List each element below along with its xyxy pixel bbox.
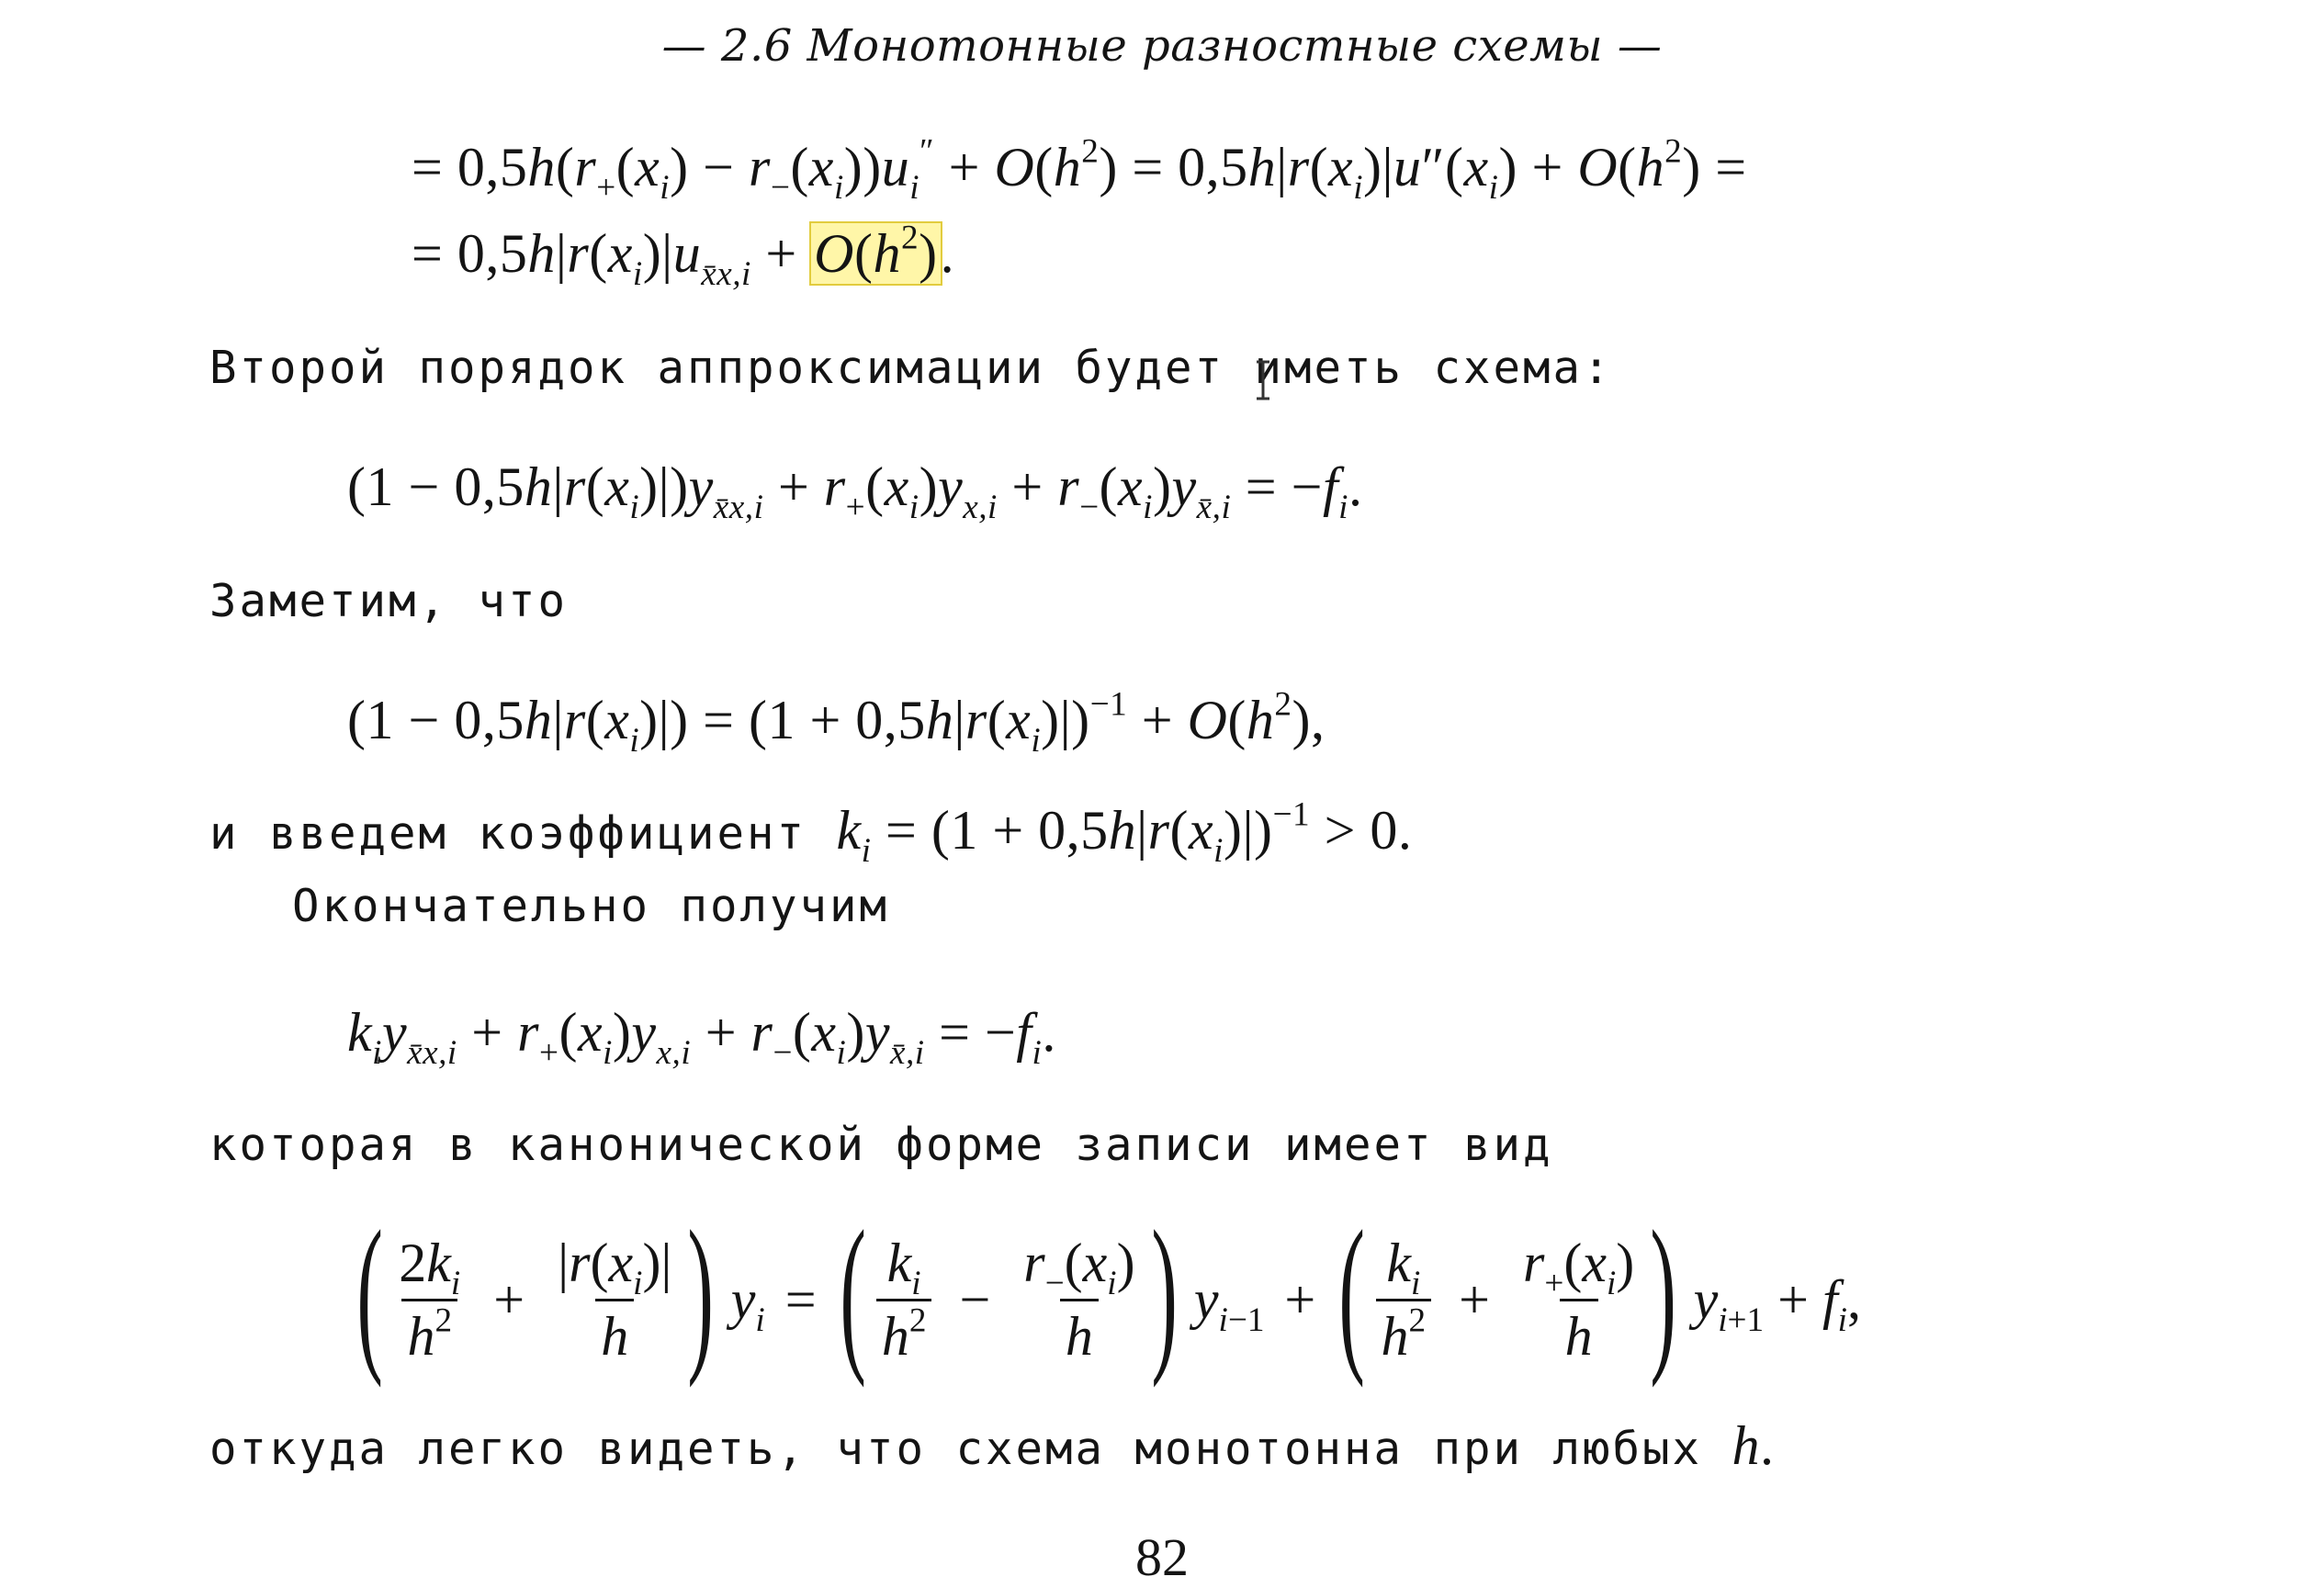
inline-coefficient-formula: $k_i = (1 + 0,5h|r(x_i)|)^{-1} > 0$. [836, 795, 1413, 871]
page-number: 82 [1135, 1527, 1189, 1587]
equation-scheme: $(1 - 0,5h|r(x_i)|)y_{x̄x,i} + r_+(x_i)y_{x,i} + r_-(x_i)y_{x̄,i} = -f_i$. [347, 456, 1363, 527]
paragraph-coefficient: и введем коэффициент $k_i = (1 + 0,5h|r(x_i)|)^{-1} > 0$. [209, 795, 1413, 871]
paragraph-canonical: которая в канонической форме записи имеет вид [209, 1119, 1553, 1171]
paragraph-note: Заметим, что [209, 575, 569, 627]
equation-remark: $(1 - 0,5h|r(x_i)|) = (1 + 0,5h|r(x_i)|)^{-1} + O(h^2)$, [347, 685, 1326, 760]
paragraph-conclusion: откуда легко видеть, что схема монотонна при любых h. [209, 1415, 1775, 1476]
paragraph-finally: Окончательно получим [292, 880, 890, 932]
highlighted-term[interactable]: $O(h^2)$ [811, 223, 940, 284]
equation-top-line-2: = $0,5h|r(x_i)|u_{x̄x,i} + O(h^2)$. [412, 219, 955, 294]
equation-top-line-1: = $0,5h(r_+(x_i) - r_-(x_i))u_i'' + O(h^2) = 0,5h|r(x_i)|u''(x_i) + O(h^2)$ = [412, 132, 1747, 208]
equation-final: $k_iy_{x̄x,i} + r_+(x_i)y_{x,i} + r_-(x_i)y_{x̄,i} = -f_i$. [347, 1002, 1056, 1073]
running-header: — 2.6 Монотонные разностные схемы — [661, 20, 1663, 72]
equation-canonical: ( $\frac{2k_i}{h^2}$ + $\frac{|r(x_i)|}{h}$ ) $y_i$ = ( $\frac{k_i}{h^2}$ − $\frac{r_-(x_i)}{h}$ ) $y_{i-1}$ + ( $\frac{k_i}{h^2}$ + $\frac{r_+(x_i)}{h}$ ) $y_{i+1} + f_i$, [356, 1196, 1861, 1389]
paragraph-second-order: Второй порядок аппроксимации будет иметь схема: [209, 342, 1613, 394]
text-cursor-icon [1255, 360, 1271, 400]
